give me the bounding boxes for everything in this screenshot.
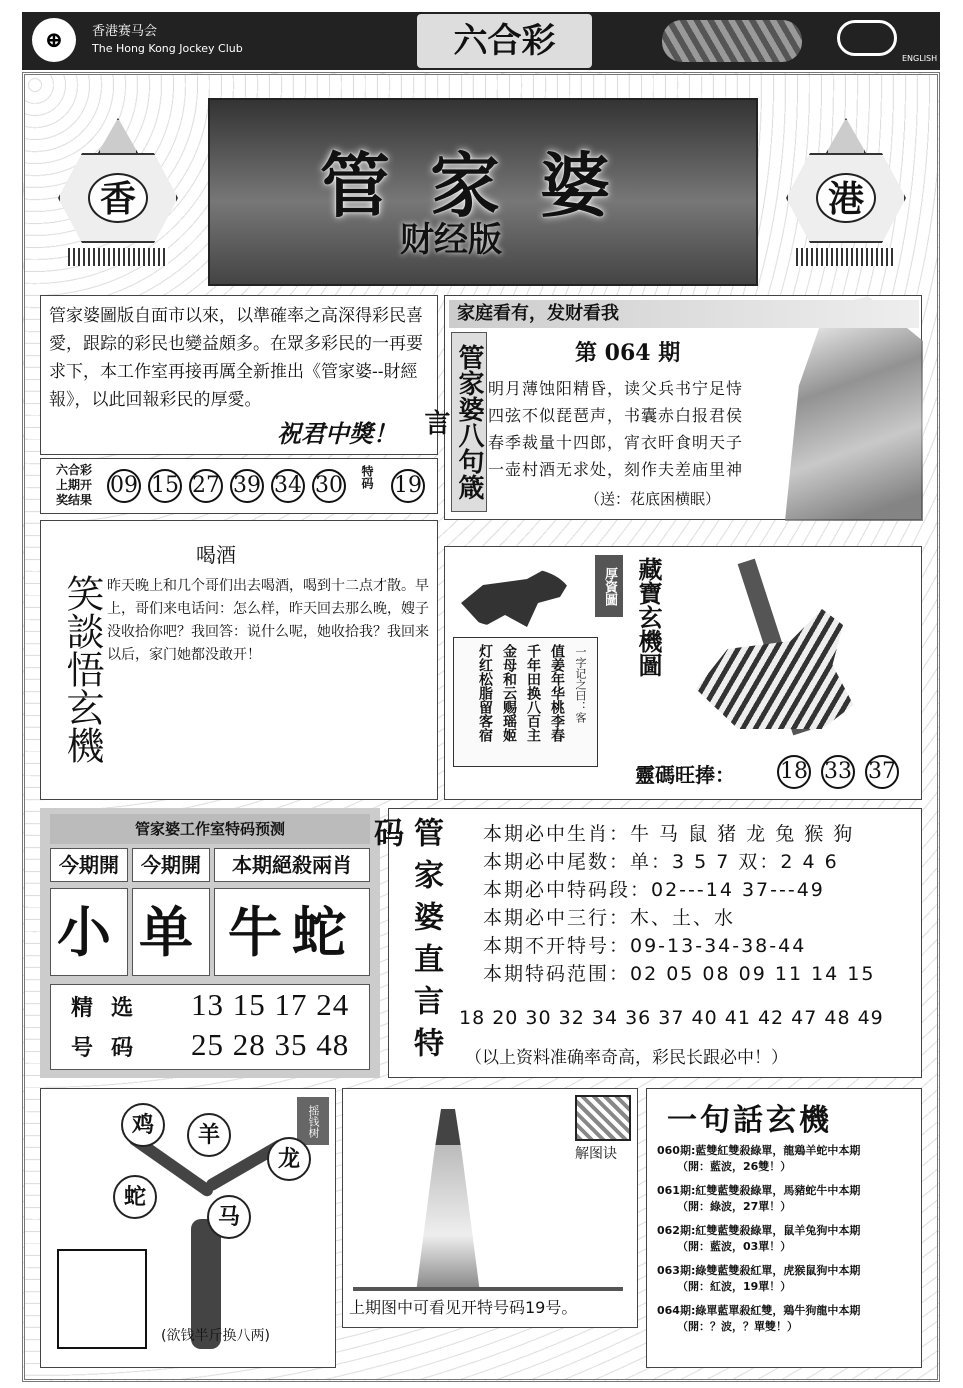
scroll-column: 金母和云赐瑶姬 [501, 644, 517, 742]
picks-label: 精选 [71, 995, 152, 1021]
money-tree-panel [40, 1088, 336, 1368]
result-ball: 34 [271, 469, 305, 503]
poem-side-title: 管家婆八句箴言 [451, 332, 487, 512]
lucky-code-ball: 33 [821, 755, 855, 789]
racehorse-image [461, 567, 571, 627]
lucky-code-ball: 18 [777, 755, 811, 789]
picture-icon [575, 1095, 631, 1141]
zodiac-goat: 羊 [187, 1113, 231, 1157]
lantern-right-char: 港 [816, 173, 876, 223]
poem-scroll [453, 637, 598, 767]
racing-horses-image [662, 20, 802, 62]
picks-label: 号码 [71, 1035, 152, 1061]
blank-box [57, 1249, 147, 1349]
selected-numbers-box [50, 984, 370, 1070]
forecast-col1-header: 今期開 [50, 848, 128, 882]
special-ball: 19 [391, 469, 425, 503]
header-bar [22, 12, 940, 70]
scroll-hint: 一字记之曰：客 [574, 646, 587, 723]
hint-result: （開：藍波，26雙！） [677, 1160, 792, 1173]
tip-row: 本期必中生肖：牛 马 鼠 猪 龙 兔 猴 狗 [483, 823, 855, 845]
mountain-image [785, 296, 923, 521]
results-label-line: 上期开 [55, 478, 92, 492]
poem-line: 春季裁量十四郎，宵衣旰食明天子 [488, 433, 744, 452]
rings-logo [837, 20, 897, 56]
lantern-left [48, 108, 188, 258]
money-tree-badge: 摇钱树 [297, 1097, 329, 1145]
lantern-top [826, 118, 866, 153]
banner-subtitle: 财经版 [400, 220, 502, 260]
hint-result: （開：綠波，27單！） [677, 1200, 792, 1213]
poem-header-mid: ，发财看我 [529, 303, 619, 324]
hint-result: （開：？波，？單雙！） [677, 1320, 798, 1333]
lantern-tassel [796, 248, 896, 266]
lucky-codes-label: 靈碼旺捧： [635, 763, 735, 787]
scroll-column: 千年田换八百主 [525, 644, 541, 742]
zodiac-horse: 马 [207, 1195, 251, 1239]
result-ball: 09 [107, 469, 141, 503]
result-ball: 15 [148, 469, 182, 503]
poem-line: 一壶村酒无求处，刻作夫差庙里神 [488, 460, 744, 479]
hint-item: 064期:綠單藍單殺紅雙，鶏牛狗龍中本期 [657, 1304, 861, 1317]
picks-row: 13 15 17 24 [191, 987, 350, 1022]
jockey-club-logo: ⊕ [32, 18, 76, 62]
club-name-cn: 香港赛马会 [92, 24, 158, 39]
forecast-header: 管家婆工作室特码预测 [50, 814, 370, 844]
english-link[interactable]: ENGLISH [902, 54, 938, 63]
forecast-col3-header: 本期絕殺兩肖 [214, 848, 370, 882]
hint-result: （開：紅波，19單！） [677, 1280, 792, 1293]
treasure-title: 藏寶玄機圖 [634, 557, 663, 677]
lucky-code-ball: 37 [865, 755, 899, 789]
title-banner [208, 98, 758, 286]
one-line-hint-panel [646, 1088, 922, 1368]
joke-title: 喝酒 [196, 543, 236, 567]
special-numbers: 18 20 30 32 34 36 37 40 41 42 47 48 49 [459, 1007, 884, 1029]
zodiac-chicken: 鸡 [121, 1103, 165, 1147]
result-ball: 30 [312, 469, 346, 503]
treasure-mark: 厚資圖 [595, 555, 623, 617]
tip-row: 本期必中尾数：单：3 5 7 双：2 4 6 [483, 851, 839, 873]
results-label [45, 463, 103, 508]
joke-panel [40, 520, 438, 800]
lantern-left-char: 香 [88, 173, 148, 223]
poem-header-left: 家庭看有 [457, 303, 529, 324]
intro-text: 管家婆圖版自面市以來，以準確率之高深得彩民喜愛，跟踪的彩民也變益頗多。在眾多彩民的一再要求下，本工作室再接再厲全新推出《管家婆--財經報》，以此回報彩民的厚愛。 [49, 306, 423, 410]
treasure-panel [444, 546, 922, 800]
intro-text-box [40, 295, 438, 455]
results-label-line: 奖结果 [55, 493, 92, 507]
forecast-size: 小 [50, 888, 128, 976]
results-label-line: 六合彩 [55, 463, 92, 477]
joke-side-title: 笑談悟玄機 [60, 573, 104, 764]
ground-line [353, 1287, 623, 1291]
forecast-odd-even: 单 [132, 888, 210, 976]
zodiac-dragon: 龙 [267, 1137, 311, 1181]
one-line-title: 一句話玄機 [667, 1103, 832, 1138]
tip-row: 本期特码范围：02 05 08 09 11 14 15 [483, 963, 876, 985]
zodiac-snake: 蛇 [113, 1175, 157, 1219]
result-ball: 27 [189, 469, 223, 503]
hint-result: （開：藍波，03單！） [677, 1240, 792, 1253]
poem-gift: （送：花底困横眠） [585, 490, 721, 508]
tip-row: 本期必中特码段：02---14 37---49 [483, 879, 825, 901]
poem-header [449, 300, 919, 328]
hint-item: 060期:藍雙紅雙殺綠單，龍鶏羊蛇中本期 [657, 1144, 861, 1157]
hint-item: 063期:綠雙藍雙殺紅單，虎猴鼠狗中本期 [657, 1264, 861, 1277]
poem-panel [420, 295, 922, 520]
club-name-en: The Hong Kong Jockey Club [92, 42, 243, 55]
scroll-column: 值姜年华桃李春 [549, 644, 565, 742]
hint-item: 061期:紅雙藍雙殺綠單，馬豬蛇牛中本期 [657, 1184, 861, 1197]
direct-side-title: 管家婆直言特码 [368, 817, 443, 1069]
mark-six-title: 六合彩 [417, 14, 592, 68]
intro-signature: 祝君中獎！ [277, 419, 397, 448]
picture-hint-caption: 上期图中可看见开特号码19号。 [349, 1298, 578, 1317]
forecast-panel [40, 808, 380, 1078]
special-label: 特码 [360, 465, 374, 489]
lantern-top [98, 118, 138, 153]
tip-row: 本期必中三行：木、土、水 [483, 907, 736, 929]
issue-number: 第 064 期 [575, 340, 681, 366]
joke-body: 昨天晚上和几个哥们出去喝酒，喝到十二点才散。早上，哥们来电话问：怎么样，昨天回去那么晚，嫂子没收拾你吧？我回答：说什么呢，她收拾我？我回来以后，家门她都没敢开！ [107, 578, 429, 663]
banner-title: 管家婆 [320, 144, 650, 227]
forecast-col2-header: 今期開 [132, 848, 210, 882]
hint-item: 062期:紅雙藍雙殺綠單，鼠羊兔狗中本期 [657, 1224, 861, 1237]
direct-tips-panel [368, 808, 922, 1078]
money-tree-caption: (欲钱半斤换八两) [161, 1328, 270, 1344]
direct-note: （以上资料准确率奇高，彩民长跟必中！） [465, 1048, 788, 1068]
last-draw-results [40, 458, 438, 514]
scholar-figure-image [413, 1109, 483, 1289]
tiger-image [675, 577, 885, 737]
tip-row: 本期不开特号：09-13-34-38-44 [483, 935, 807, 957]
lantern-right [776, 108, 916, 258]
picture-hint-panel [342, 1088, 638, 1328]
picture-hint-label: 解图诀 [575, 1146, 617, 1162]
forecast-killed-zodiacs: 牛蛇 [214, 888, 370, 976]
scroll-column: 灯红松脂留客宿 [477, 644, 493, 742]
poem-line: 四弦不似琵琶声，书囊赤白报君侯 [488, 406, 744, 425]
picks-row: 25 28 35 48 [191, 1027, 350, 1062]
lantern-tassel [68, 248, 168, 266]
poem-line: 明月薄蚀阳精昏，读父兵书宁足恃 [488, 379, 744, 398]
result-ball: 39 [230, 469, 264, 503]
